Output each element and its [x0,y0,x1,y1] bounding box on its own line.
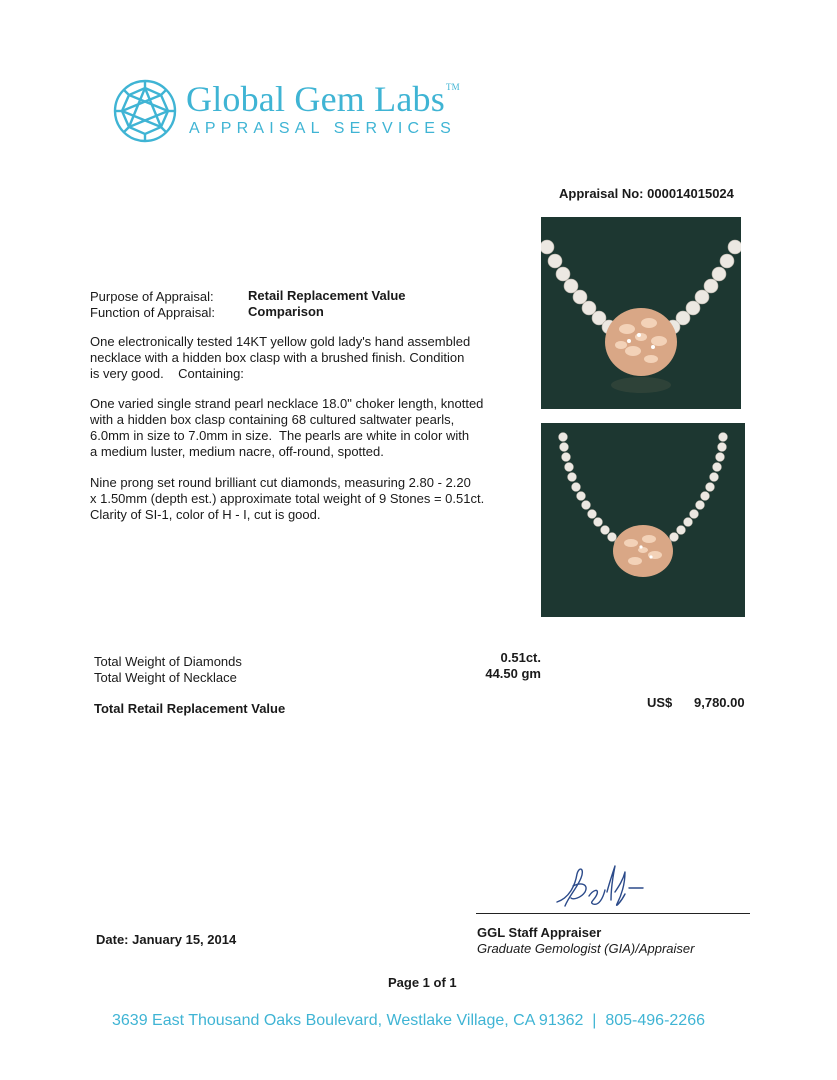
purpose-label: Purpose of Appraisal: [90,289,214,304]
description-line: a medium luster, medium nacre, off-round, spotted. [90,444,384,459]
function-label: Function of Appraisal: [90,305,216,320]
total-diamonds-label: Total Weight of Diamonds [94,654,242,669]
description-line: x 1.50mm (depth est.) approximate total weight of 9 Stones = 0.51ct. [90,491,485,506]
description-line: One electronically tested 14KT yellow gold lady's hand assembled [90,334,471,349]
footer-address: 3639 East Thousand Oaks Boulevard, Westlake Village, CA 91362 | 805-496-2266 [112,1012,705,1029]
total-diamonds-value: 0.51ct. [500,650,541,665]
description-line: One varied single strand pearl necklace 18.0" choker length, knotted [90,396,484,411]
trademark-mark: TM [445,82,460,92]
description-paragraph-2 [90,396,510,460]
currency-label: US$ [647,695,673,710]
description-line: necklace with a hidden box clasp with a brushed finish. Condition [90,350,465,365]
total-retail-value: 9,780.00 [694,695,745,710]
description-line: is very good. Containing: [90,366,244,381]
description-line: 6.0mm in size to 7.0mm in size. The pearls are white in color with [90,428,470,443]
description-paragraph-3 [90,475,510,523]
function-value: Comparison [248,304,324,319]
diamond-logo-icon [112,78,178,144]
appraisal-date: Date: January 15, 2014 [96,932,237,947]
description-line: Nine prong set round brilliant cut diamonds, measuring 2.80 - 2.20 [90,475,471,490]
appraiser-title: Graduate Gemologist (GIA)/Appraiser [477,941,695,956]
brand-subtitle: APPRAISAL SERVICES [189,120,457,137]
necklace-photo-closeup [541,217,741,409]
total-necklace-label: Total Weight of Necklace [94,670,237,685]
necklace-photo-full [541,423,745,617]
signature-line [476,913,750,914]
appraiser-name: GGL Staff Appraiser [477,925,602,940]
total-necklace-value: 44.50 gm [485,666,541,681]
total-retail-label: Total Retail Replacement Value [94,701,286,716]
page-indicator: Page 1 of 1 [388,975,457,990]
description-paragraph-1 [90,334,510,382]
appraisal-number: Appraisal No: 000014015024 [559,186,734,201]
description-line: Clarity of SI-1, color of H - I, cut is good. [90,507,321,522]
brand-name: Global Gem Labs™ [186,79,460,119]
description-line: with a hidden box clasp containing 68 cultured saltwater pearls, [90,412,455,427]
purpose-value: Retail Replacement Value [248,288,406,303]
signature-image [555,862,665,916]
